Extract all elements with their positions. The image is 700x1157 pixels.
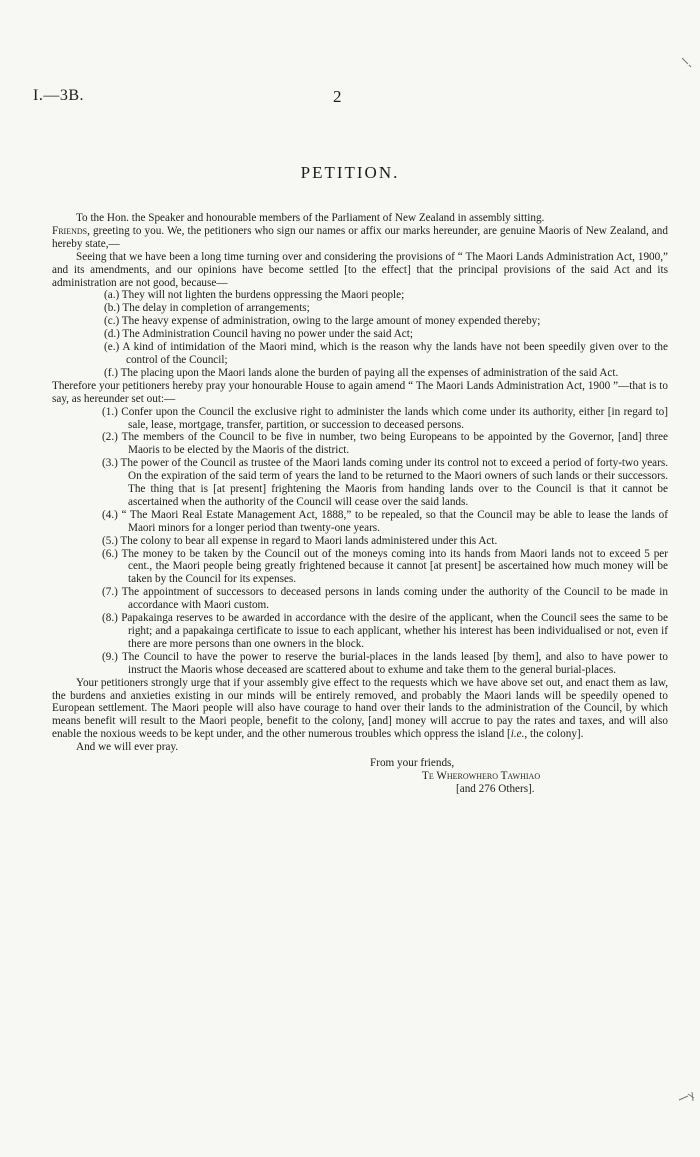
list-item: (5.) The colony to bear all expense in regard to Maori lands administered under this Act.: [102, 534, 498, 547]
closing-italic: i.e.: [510, 728, 525, 741]
signature-block: [52, 757, 668, 796]
signature-from: From your friends,: [370, 757, 455, 770]
signature-name: Te Wherowhero Tawhiao: [422, 769, 541, 782]
list-item: (c.) The heavy expense of administration, owing to the large amount of money expended thereby;: [104, 315, 541, 328]
list-item: (3.) The power of the Council as trustee of the Maori lands coming under its control not to exceed a period of forty-two years. On the expiration of the said term of years the land to be returned to the Maori owners of such lands or their successors. The thing that is [at present] frightening the Maoris from handing lands over to the Council is that it cannot be ascertained when the authority of the Council will cease over the said lands.: [102, 457, 668, 508]
page-number: 2: [333, 87, 342, 106]
signature-others: [and 276 Others].: [456, 782, 535, 795]
scan-mark-bottom: [678, 1090, 698, 1104]
closing-text: Your petitioners strongly urge that if your assembly give effect to the requests which we have above set out, and enact them as law, the burdens and anxieties existing in our minds will be entirely removed, and probably the Maori lands will be speedily opened to European settlement. The Maori people will also have courage to hand over their lands to the administration of the Council, by which means benefit will result to the Maori people, benefit to the colony, [and] money will accrue to pay the rates and taxes, and will also enable the noxious weeds to be kept under, and the other numerous troubles which oppress the island [: [52, 676, 668, 741]
greeting-salutation: Friends: [52, 224, 88, 237]
list-item: (e.) A kind of intimidation of the Maori mind, which is the reason why the lands have not been speedily given over to the control of the Council;: [104, 341, 668, 366]
list-item: (9.) The Council to have the power to reserve the burial-places in the lands leased [by them], and also to have power to instruct the Maoris whose deceased are scattered about to exhume and take them to the general burial-places.: [102, 650, 668, 676]
preamble-paragraph: Seeing that we have been a long time turning over and considering the provisions of “ The Maori Lands Administration Act, 1900,” and its amendments, and our opinions have become settled [to the effect] that the principal provisions of the said Act and its administration are not good, because—: [52, 250, 668, 289]
list-item: (4.) “ The Maori Real Estate Management Act, 1888,” to be repealed, so that the Council may be able to lease the lands of Maori minors for a longer period than twenty-one years.: [102, 508, 668, 534]
final-prayer: And we will ever pray.: [76, 741, 179, 754]
list-item: (1.) Confer upon the Council the exclusive right to administer the lands which come under its authority, either [in regard to] sale, lease, mortgage, transfer, partition, or succession to deceased persons.: [102, 405, 668, 431]
list-item: (f.) The placing upon the Maori lands alone the burden of paying all the expenses of administration of the said Act.: [104, 366, 619, 379]
closing-paragraph: [52, 677, 668, 742]
closing-text-end: , the colony].: [524, 728, 584, 741]
reasons-list: [52, 289, 668, 379]
greeting-text: , greeting to you. We, the petitioners who sign our names or affix our marks hereunder, are genuine Maoris of New Zealand, and hereby state,—: [52, 224, 668, 250]
address-paragraph: To the Hon. the Speaker and honourable members of the Parliament of New Zealand in assembly sitting.: [76, 212, 545, 224]
prayer-intro-paragraph: Therefore your petitioners hereby pray your honourable House to again amend “ The Maori Lands Administration Act, 1900 ”—that is to say, as hereunder set out:—: [52, 379, 668, 405]
list-item: (b.) The delay in completion of arrangements;: [104, 302, 310, 315]
list-item: (a.) They will not lighten the burdens oppressing the Maori people;: [104, 289, 405, 302]
requests-list: [52, 406, 668, 677]
list-item: (7.) The appointment of successors to deceased persons in lands coming under the authority of the Council to be made in accordance with Maori custom.: [102, 586, 668, 612]
document-reference: I.—3B.: [33, 87, 84, 104]
list-item: (2.) The members of the Council to be five in number, two being Europeans to be appointed by the Governor, [and] three Maoris to be elected by the Maoris of the district.: [102, 431, 668, 457]
list-item: (d.) The Administration Council having no power under the said Act;: [104, 328, 413, 341]
list-item: (6.) The money to be taken by the Council out of the moneys coming into its hands from Maori lands not to exceed 5 per cent., the Maori people being greatly frightened because it cannot [at present] be ascertained how much money will be taken by the Council for its expenses.: [102, 547, 668, 586]
list-item: (8.) Papakainga reserves to be awarded in accordance with the desire of the applicant, when the Council sees the same to be right; and a papakainga certificate to issue to each applicant, whether his interest has been individualised or not, even if there are more persons than one owners in the block.: [102, 612, 668, 650]
petition-body: [52, 212, 668, 796]
greeting-paragraph: [52, 225, 668, 251]
scan-mark-top: [680, 55, 694, 69]
page-title: PETITION.: [300, 163, 400, 182]
